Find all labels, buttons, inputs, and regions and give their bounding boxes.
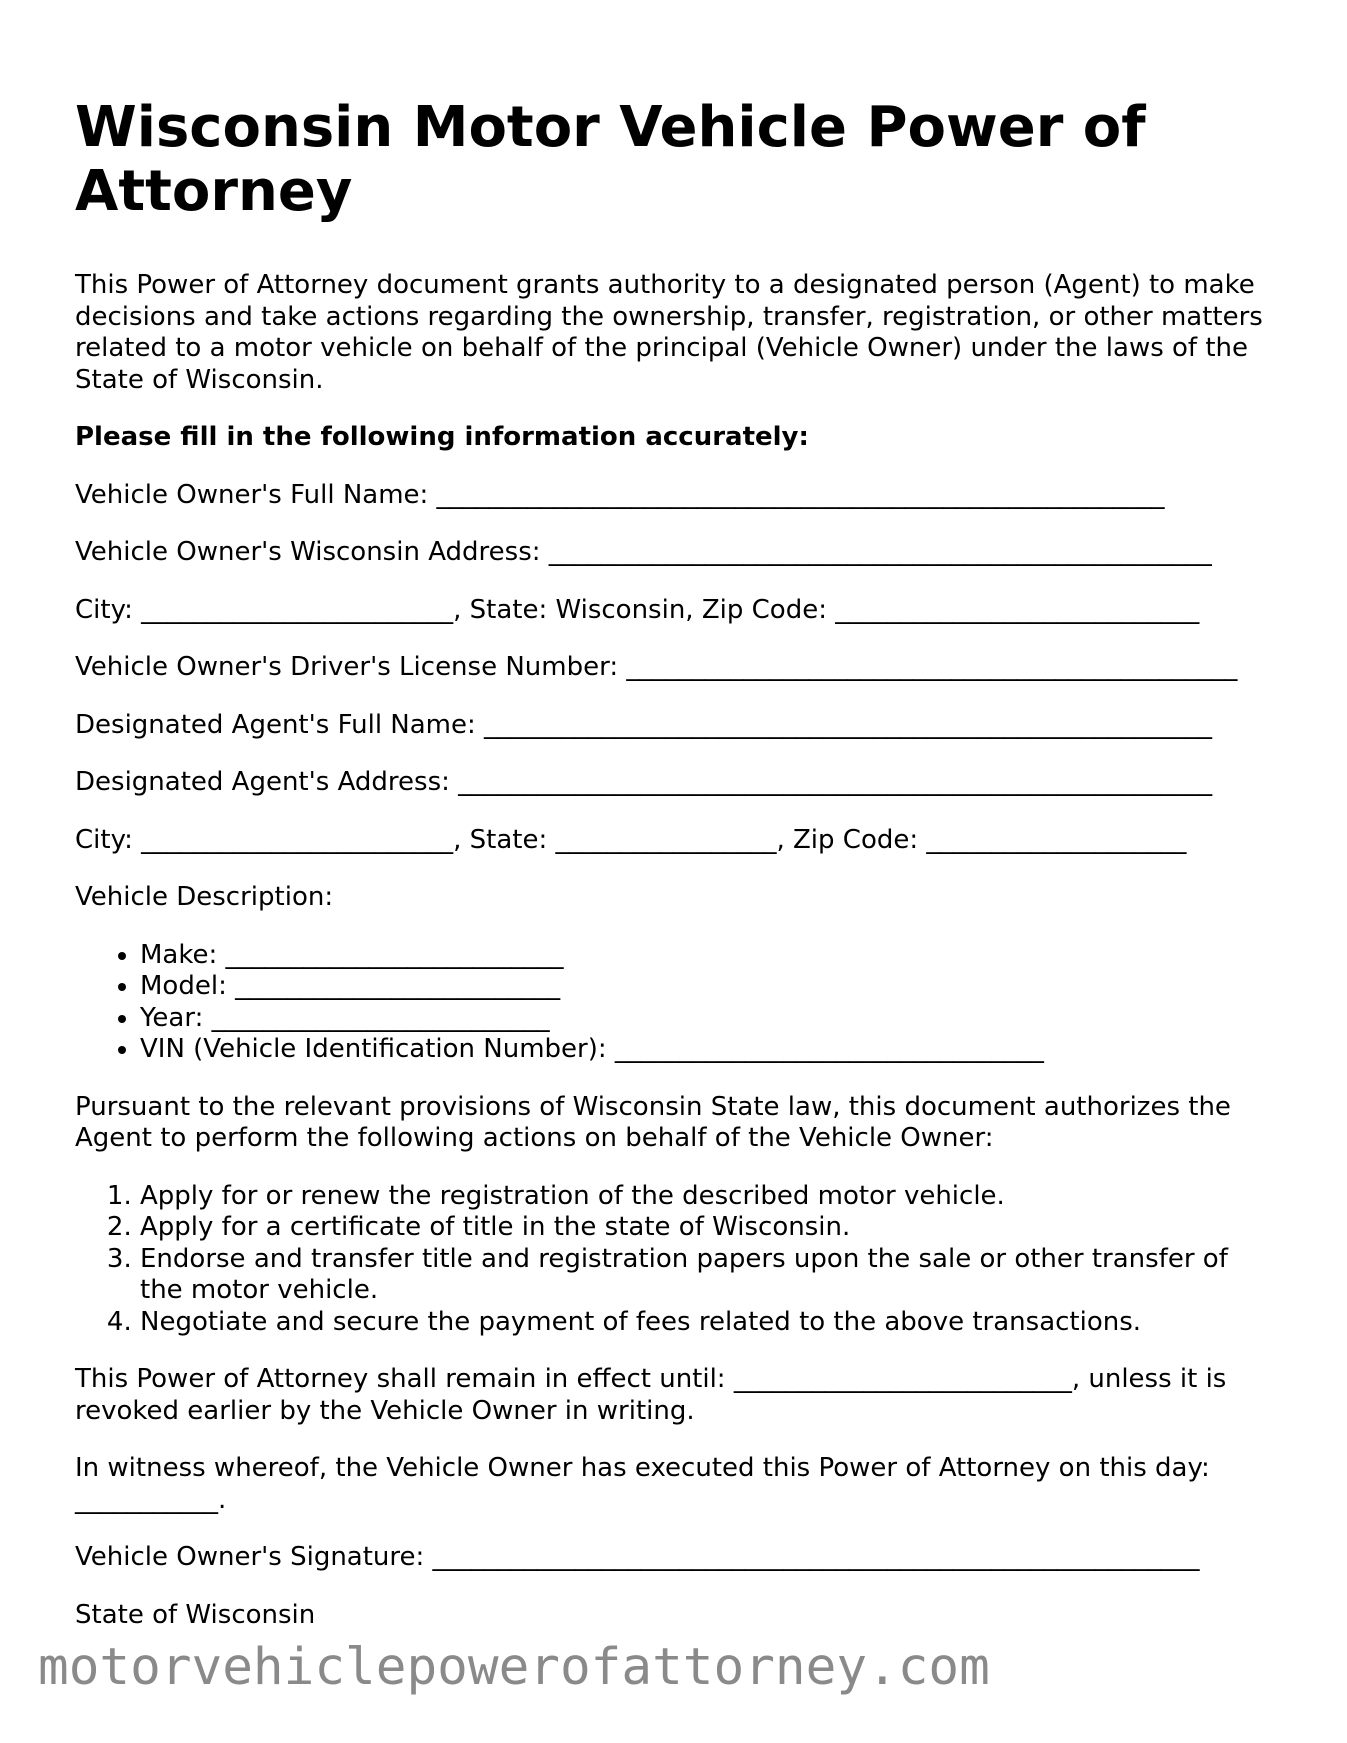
vehicle-model-field: • Model: _________________________ [140, 971, 1275, 1003]
witness-clause: In witness whereof, the Vehicle Owner has executed this Power of Attorney on this day: ___________. [75, 1453, 1210, 1515]
authorized-action-item: 4. Negotiate and secure the payment of fees related to the above transactions. [140, 1307, 1275, 1339]
vehicle-vin-field: • VIN (Vehicle Identification Number): _________________________________ [140, 1034, 1275, 1066]
agent-name-field: Designated Agent's Full Name: ________________________________________________________ [75, 709, 1213, 740]
authorized-actions-list [75, 1181, 1275, 1339]
owner-license-field: Vehicle Owner's Driver's License Number: _______________________________________________ [75, 652, 1238, 682]
intro-paragraph: This Power of Attorney document grants authority to a designated person (Agent) to make decisions and take actions regarding the ownership, transfer, registration, or other matters related to a motor vehicle on behalf of the principal (Vehicle Owner) under the laws of the State of Wisconsin. [75, 270, 1263, 395]
fill-instruction: Please fill in the following information accurately: [75, 422, 809, 452]
owner-city-state-zip-field: City: ________________________, State: Wisconsin, Zip Code: ____________________________ [75, 594, 1200, 625]
vehicle-description-heading: Vehicle Description: [75, 882, 334, 912]
vehicle-year-field: • Year: __________________________ [140, 1003, 1275, 1035]
document-title: Wisconsin Motor Vehicle Power of Attorney [75, 95, 1146, 224]
authorized-action-item: 1. Apply for or renew the registration of the described motor vehicle. [140, 1181, 1275, 1213]
agent-address-field: Designated Agent's Address: __________________________________________________________ [75, 767, 1213, 797]
state-line: State of Wisconsin [75, 1599, 316, 1630]
owner-signature-field: Vehicle Owner's Signature: ___________________________________________________________ [75, 1542, 1200, 1572]
authority-intro: Pursuant to the relevant provisions of Wisconsin State law, this document authorizes the Agent to perform the following actions on behalf of the Vehicle Owner: [75, 1091, 1231, 1153]
document-page [75, 96, 1275, 1657]
watermark-text: motorvehiclepowerofattorney.com [38, 1638, 990, 1697]
vehicle-make-field: • Make: __________________________ [140, 940, 1275, 972]
authorized-action-item: 2. Apply for a certificate of title in the state of Wisconsin. [140, 1212, 1275, 1244]
owner-address-field: Vehicle Owner's Wisconsin Address: ___________________________________________________ [75, 537, 1212, 567]
authorized-action-item: 3. Endorse and transfer title and registration papers upon the sale or other transfer of the motor vehicle. [140, 1244, 1275, 1307]
vehicle-description-list [75, 940, 1275, 1066]
effect-until-clause: This Power of Attorney shall remain in effect until: __________________________, unless it is revoked earlier by the Vehicle Owner in writing. [75, 1364, 1227, 1426]
agent-city-state-zip-field: City: ________________________, State: _________________, Zip Code: ____________________ [75, 824, 1187, 855]
owner-name-field: Vehicle Owner's Full Name: ________________________________________________________ [75, 479, 1165, 510]
